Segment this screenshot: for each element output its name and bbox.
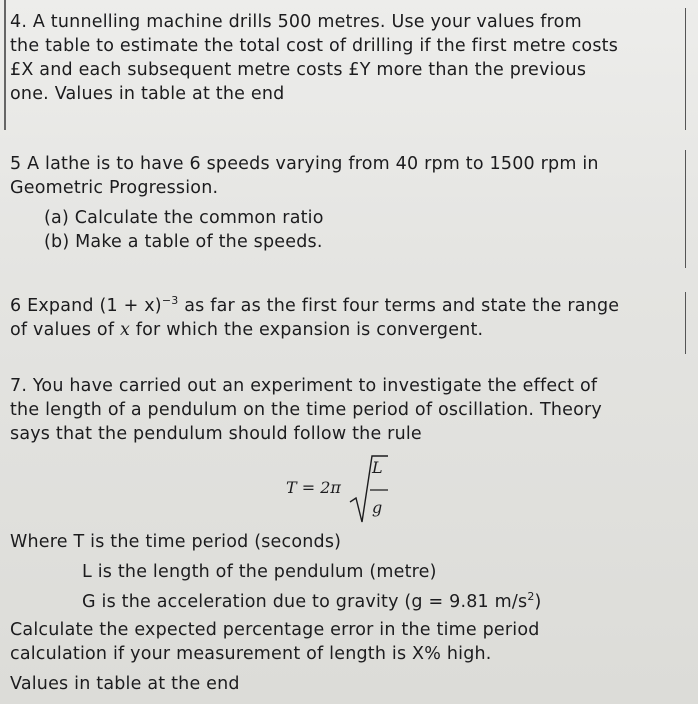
q7-line-3: says that the pendulum should follow the rule (10, 424, 422, 444)
q5-line-2: Geometric Progression. (10, 178, 219, 198)
q7-line-2: the length of a pendulum on the time period of oscillation. Theory (10, 400, 602, 420)
q7-footer: Values in table at the end (10, 674, 240, 694)
q4-line-4: one. Values in table at the end (10, 84, 285, 104)
q7-def-g-post: ) (534, 592, 542, 612)
question-4 (6, 8, 686, 130)
q6-line-1 (10, 294, 679, 318)
question-5 (6, 150, 686, 268)
question-6 (6, 292, 686, 354)
q6-line-1-pre: 6 Expand (1 + x) (10, 296, 162, 316)
q7-def-g-exponent: 2 (527, 590, 535, 604)
q5-part-b: (b) Make a table of the speeds. (44, 232, 323, 252)
q6-line-1-post: as far as the first four terms and state the range (178, 296, 620, 316)
q4-line-2: the table to estimate the total cost of drilling if the first metre costs (10, 36, 619, 56)
formula-spacer (10, 446, 680, 528)
q5-line-1: 5 A lathe is to have 6 speeds varying from 40 rpm to 1500 rpm in (10, 154, 599, 174)
q6-line-2-post: for which the expansion is convergent. (130, 320, 484, 340)
question-7 (6, 372, 686, 702)
q6-line-2 (10, 318, 679, 342)
q4-line-1: 4. A tunnelling machine drills 500 metres. Use your values from (10, 12, 582, 32)
q6-line-2-pre: of values of (10, 320, 120, 340)
q7-def-g (10, 590, 680, 614)
formula-numerator: L (372, 458, 383, 477)
formula-lhs: T = 2π (286, 478, 341, 497)
q6-exponent: −3 (161, 294, 179, 308)
formula-denominator: g (372, 498, 383, 517)
q5-part-a: (a) Calculate the common ratio (44, 208, 324, 228)
q7-where-line: Where T is the time period (seconds) (10, 532, 342, 552)
q6-variable-x: x (119, 320, 131, 340)
q7-calc-line-2: calculation if your measurement of length is X% high. (10, 644, 492, 664)
q7-calc-line-1: Calculate the expected percentage error in the time period (10, 620, 540, 640)
q7-line-1: 7. You have carried out an experiment to investigate the effect of (10, 376, 598, 396)
q7-def-l: L is the length of the pendulum (metre) (82, 562, 437, 582)
q7-def-g-pre: G is the acceleration due to gravity (g = 9.81 m/s (82, 592, 528, 612)
q4-line-3: £X and each subsequent metre costs £Y more than the previous (10, 60, 587, 80)
